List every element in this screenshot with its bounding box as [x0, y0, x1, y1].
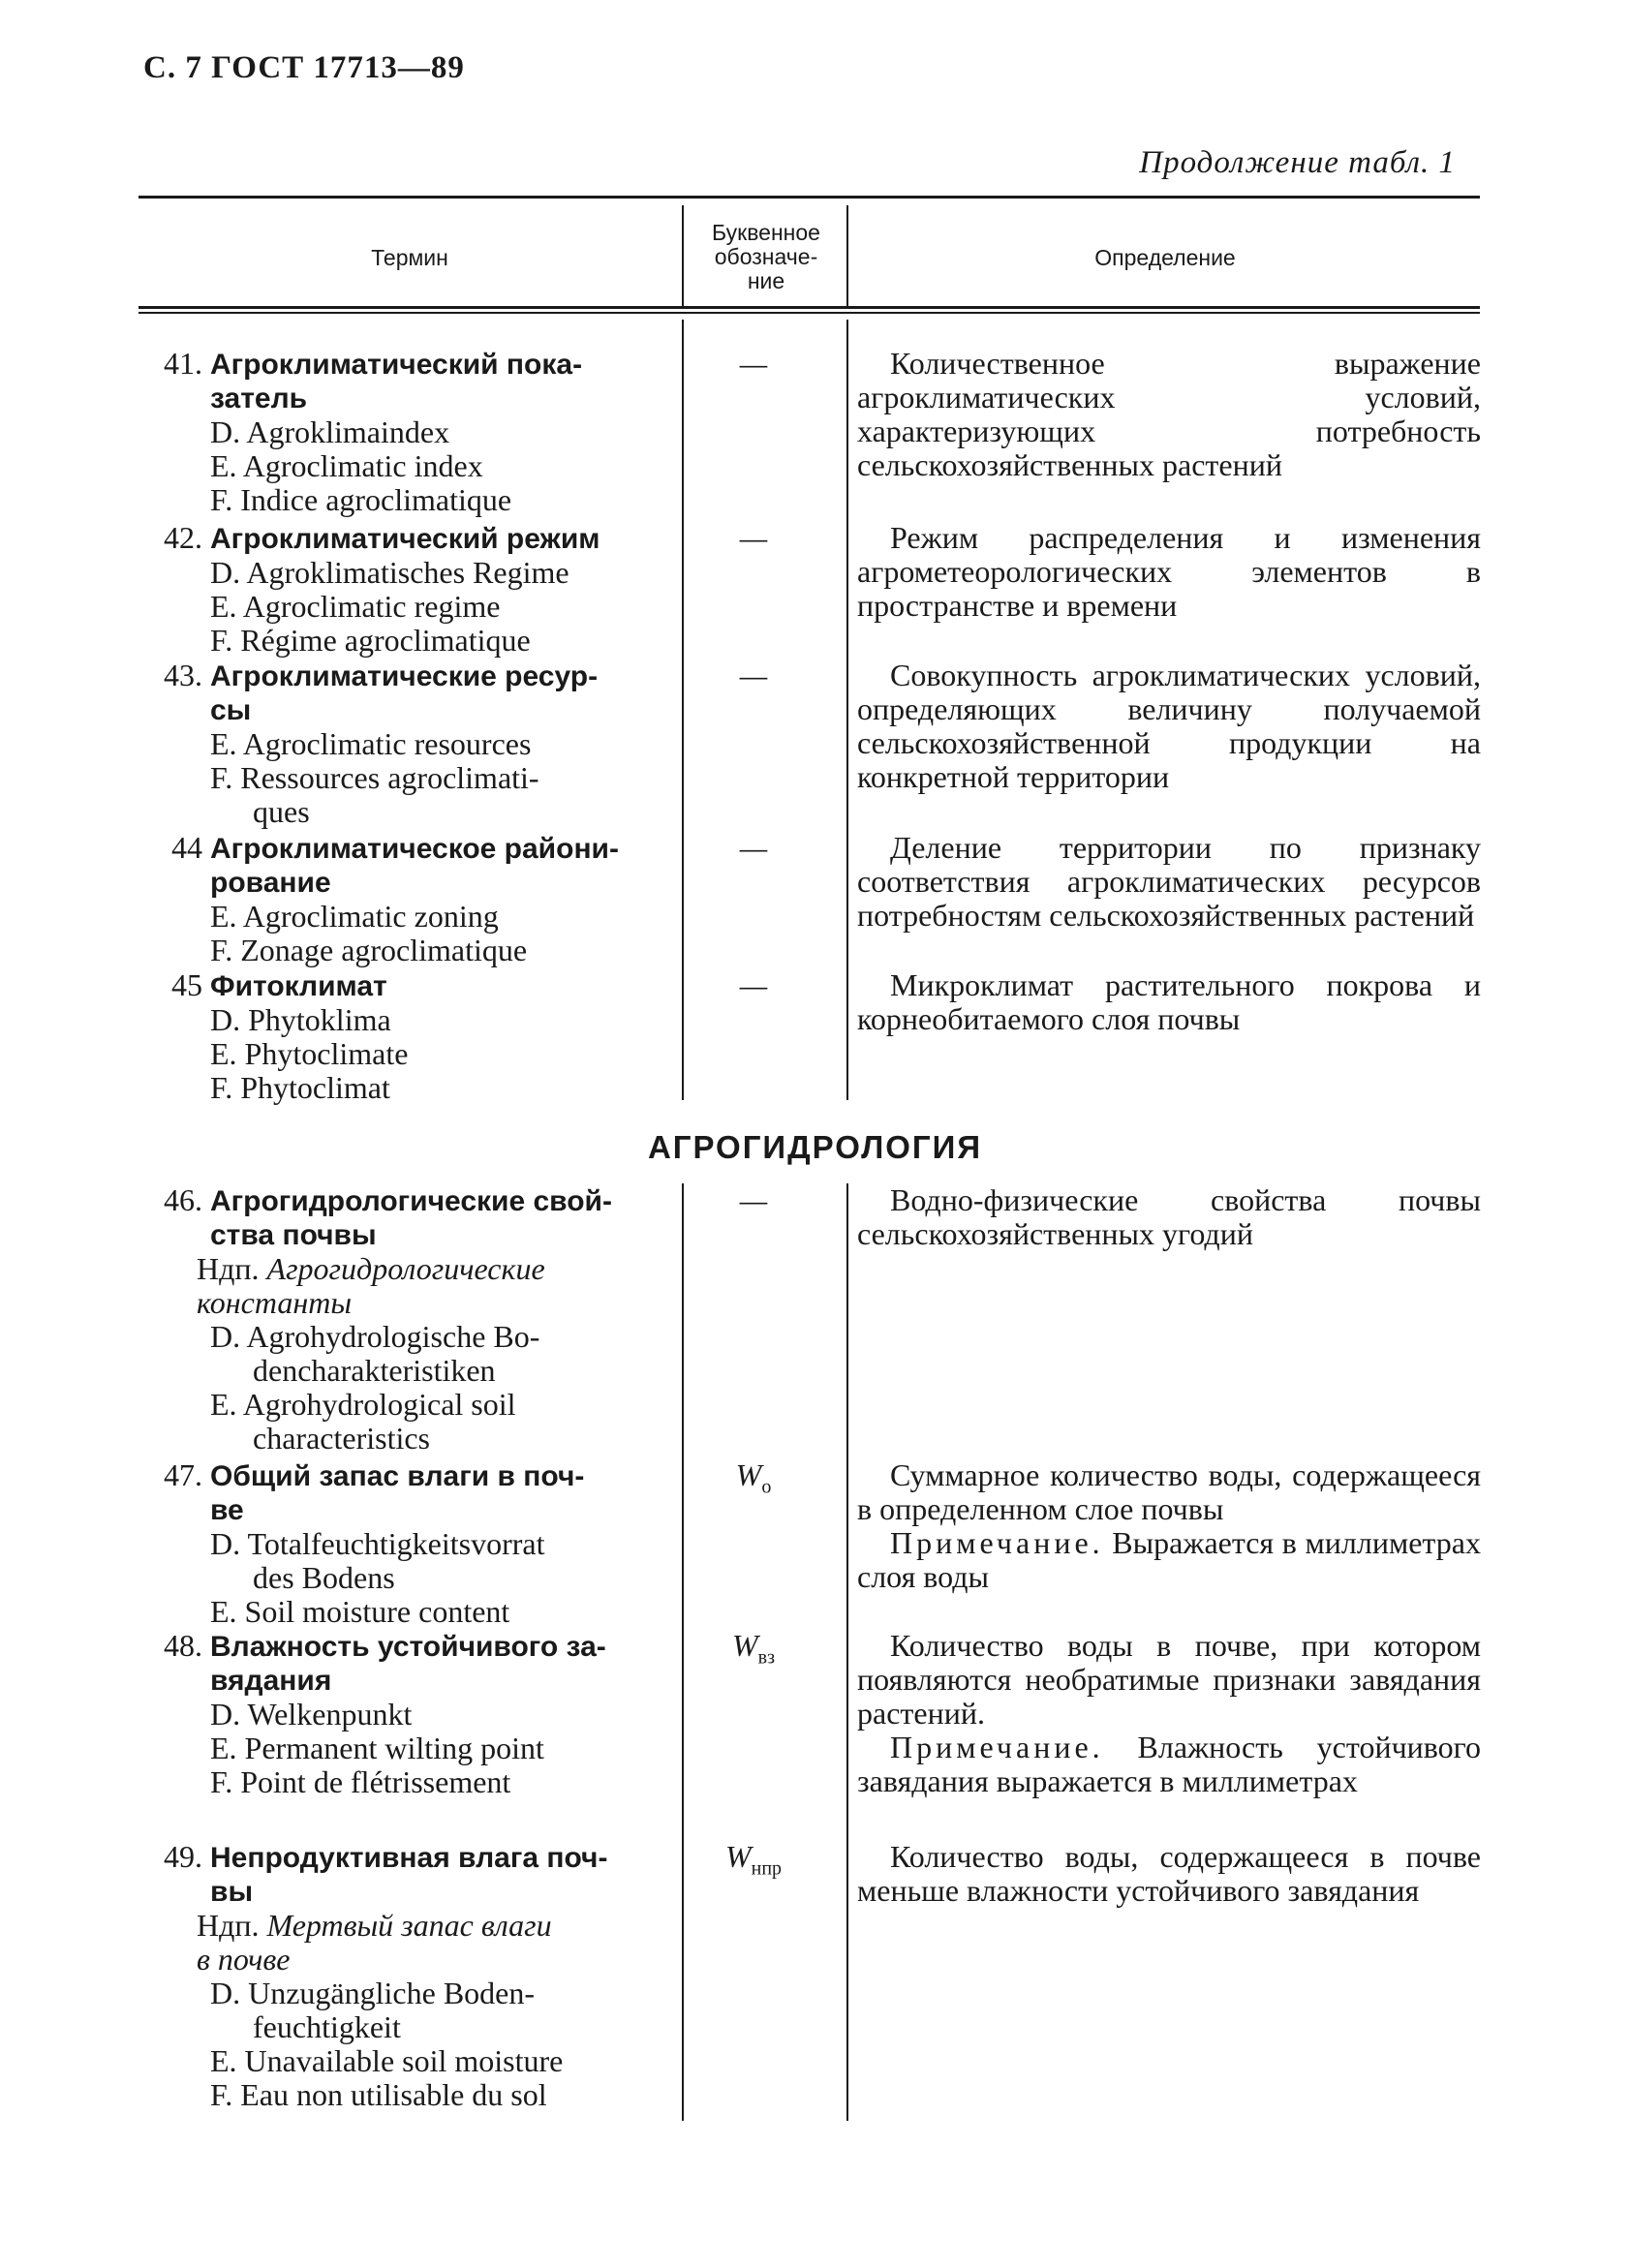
term-name: затель: [210, 383, 308, 414]
deprecated-term-text: Агрогидрологические: [266, 1251, 545, 1286]
term-symbol: —: [739, 967, 768, 1002]
term-translation: E. Agrohydrological soil: [210, 1387, 516, 1422]
term-cell: [138, 347, 661, 517]
term-name: Непродуктивная влага поч-: [210, 1842, 608, 1874]
definition-text: Количественное выражение агроклиматических условий, характеризующих потребность сельскохозяйственных растений: [857, 346, 1481, 482]
term-translation: D. Agrohydrologische Bo-: [210, 1319, 540, 1354]
symbol-letter: W: [724, 1839, 752, 1874]
term-translation: F. Point de flétrissement: [210, 1764, 511, 1799]
term-name: Влажность устойчивого за-: [210, 1631, 606, 1663]
term-translation: D. Phytoklima: [210, 1002, 391, 1037]
term-translation: dencharakteristiken: [253, 1353, 496, 1388]
term-name: ства почвы: [210, 1219, 377, 1251]
term-symbol: —: [739, 520, 768, 555]
definition-text: Режим распределения и изменения агрометеорологических элементов в пространстве и времени: [857, 520, 1481, 623]
term-translation: D. Agroklimaindex: [210, 414, 450, 449]
term-definition: [857, 347, 1481, 482]
term-symbol: —: [739, 346, 768, 381]
definition-text: Количество воды, содержащееся в почве меньше влажности устойчивого завядания: [857, 1839, 1481, 1908]
deprecated-term: [138, 1943, 661, 1977]
term-translation: F. Eau non utilisable du sol: [210, 2077, 547, 2112]
term-translation: E. Agroclimatic regime: [210, 589, 501, 624]
term-translation: D. Totalfeuchtigkeitsvorrat: [210, 1526, 545, 1561]
note-label: Примечание.: [890, 1730, 1104, 1764]
deprecated-term-text: константы: [197, 1285, 352, 1320]
term-name: Агроклиматические ресур-: [210, 660, 599, 692]
term-translation: E. Soil moisture content: [210, 1594, 510, 1629]
definition-text: Суммарное количество воды, содержащееся в определенном слое почвы: [857, 1457, 1481, 1526]
column-rule-right: [846, 205, 848, 306]
symbol-letter: W: [735, 1457, 762, 1492]
symbol-subscript: нпр: [751, 1857, 783, 1880]
term-number: 42.: [164, 520, 202, 555]
term-name: рование: [210, 867, 331, 899]
column-rule-left: [682, 205, 684, 306]
term-symbol: —: [739, 1182, 768, 1217]
definition-text: Деление территории по признаку соответствия агроклиматических ресурсов потребностям сельскохозяйственных растений: [857, 830, 1481, 933]
term-symbol: [671, 1840, 836, 1885]
term-symbol: —: [739, 830, 768, 865]
term-name: вы: [210, 1876, 254, 1908]
symbol-subscript: вз: [757, 1646, 775, 1669]
term-name: Агрогидрологические свой-: [210, 1185, 612, 1217]
definition-note: [857, 1526, 1481, 1594]
term-name: Агроклиматическое райони-: [210, 833, 619, 865]
definition-note: [857, 1731, 1481, 1798]
term-definition: [857, 1458, 1481, 1594]
term-number: 48.: [164, 1628, 202, 1663]
term-symbol: [671, 1458, 836, 1504]
term-translation: F. Ressources agroclimati-: [210, 760, 539, 795]
deprecated-term: [138, 1252, 661, 1286]
term-translation: feuchtigkeit: [253, 2009, 401, 2044]
definition-text: Совокупность агроклиматических условий, определяющих величину получаемой сельскохозяйственной продукции на конкретной территории: [857, 658, 1481, 794]
term-name: вядания: [210, 1665, 332, 1697]
term-definition: [857, 521, 1481, 623]
note-label: Примечание.: [890, 1525, 1104, 1560]
term-number: 47.: [164, 1457, 202, 1492]
term-translation: F. Régime agroclimatique: [210, 623, 531, 658]
term-cell: [138, 1183, 661, 1456]
term-number: 46.: [164, 1182, 202, 1217]
note-text: Влажность устойчивого завядания выражается в миллиметрах: [857, 1730, 1482, 1798]
table-continuation-label: Продолжение табл. 1: [1139, 145, 1456, 180]
term-number: 49.: [164, 1839, 202, 1874]
term-definition: [857, 1183, 1481, 1251]
deprecated-term-text: Мертвый запас влаги: [266, 1908, 552, 1943]
term-definition: [857, 659, 1481, 794]
deprecated-term: [138, 1286, 661, 1320]
header-definition: Определение: [1094, 245, 1236, 270]
header-symbol-line: обозначе-: [714, 244, 818, 269]
term-cell: [138, 831, 661, 967]
term-definition: [857, 968, 1481, 1036]
term-translation: E. Agroclimatic index: [210, 448, 483, 483]
term-name: Агроклиматический режим: [210, 523, 600, 555]
term-number: 43.: [164, 658, 202, 692]
term-cell: [138, 659, 661, 829]
term-definition: [857, 831, 1481, 933]
deprecated-label: Ндп.: [197, 1251, 260, 1286]
term-cell: [138, 1629, 661, 1799]
term-translation: E. Agroclimatic zoning: [210, 899, 499, 934]
header-term: Термин: [371, 245, 448, 270]
header-symbol: [684, 221, 848, 293]
term-translation: E. Phytoclimate: [210, 1036, 409, 1071]
term-number: 41.: [164, 346, 202, 381]
term-symbol: —: [739, 658, 768, 692]
definition-text: Микроклимат растительного покрова и корнеобитаемого слоя почвы: [857, 967, 1481, 1036]
column-rule-right: [846, 1183, 848, 2121]
term-name: Фитоклимат: [210, 970, 387, 1002]
deprecated-term-text: в почве: [197, 1942, 291, 1977]
definition-text: Водно-физические свойства почвы сельскохозяйственных угодий: [857, 1182, 1481, 1251]
term-cell: [138, 968, 661, 1105]
term-translation: ques: [253, 794, 310, 829]
header-symbol-line: ние: [747, 268, 785, 293]
term-translation: characteristics: [253, 1421, 430, 1456]
note-text: Выражается в миллиметрах слоя воды: [857, 1525, 1481, 1594]
term-translation: des Bodens: [253, 1560, 395, 1595]
term-number: 45: [171, 967, 202, 1002]
term-translation: D. Unzugängliche Boden-: [210, 1976, 536, 2010]
term-name: Агроклиматический пока-: [210, 349, 583, 381]
term-translation: F. Zonage agroclimatique: [210, 933, 528, 967]
symbol-letter: W: [732, 1628, 758, 1663]
term-translation: E. Permanent wilting point: [210, 1731, 544, 1765]
term-translation: D. Welkenpunkt: [210, 1697, 413, 1732]
term-translation: E. Agroclimatic resources: [210, 726, 532, 761]
term-translation: E. Unavailable soil moisture: [210, 2043, 564, 2078]
section-title: АГРОГИДРОЛОГИЯ: [647, 1129, 983, 1165]
term-translation: F. Phytoclimat: [210, 1070, 390, 1105]
column-rule-right: [846, 320, 848, 1100]
term-number: 44: [171, 830, 202, 865]
term-cell: [138, 1840, 661, 2112]
table-header-rule-2: [138, 312, 1480, 314]
header-symbol-line: Буквенное: [712, 220, 820, 245]
term-cell: [138, 521, 661, 658]
table-top-rule: [138, 196, 1480, 199]
deprecated-term: [138, 1909, 661, 1943]
term-name: Общий запас влаги в поч-: [210, 1460, 585, 1492]
term-name: ве: [210, 1494, 244, 1526]
term-name: сы: [210, 694, 252, 726]
term-translation: D. Agroklimatisches Regime: [210, 555, 569, 590]
page-header: С. 7 ГОСТ 17713—89: [143, 50, 465, 85]
term-cell: [138, 1458, 661, 1629]
term-symbol: [671, 1629, 836, 1674]
term-definition: [857, 1840, 1481, 1908]
table-header-rule: [138, 306, 1480, 309]
definition-text: Количество воды в почве, при котором появляются необратимые признаки завядания растений.: [857, 1628, 1481, 1731]
deprecated-label: Ндп.: [197, 1908, 260, 1943]
symbol-subscript: о: [761, 1476, 772, 1498]
term-definition: [857, 1629, 1481, 1798]
term-translation: F. Indice agroclimatique: [210, 482, 512, 517]
